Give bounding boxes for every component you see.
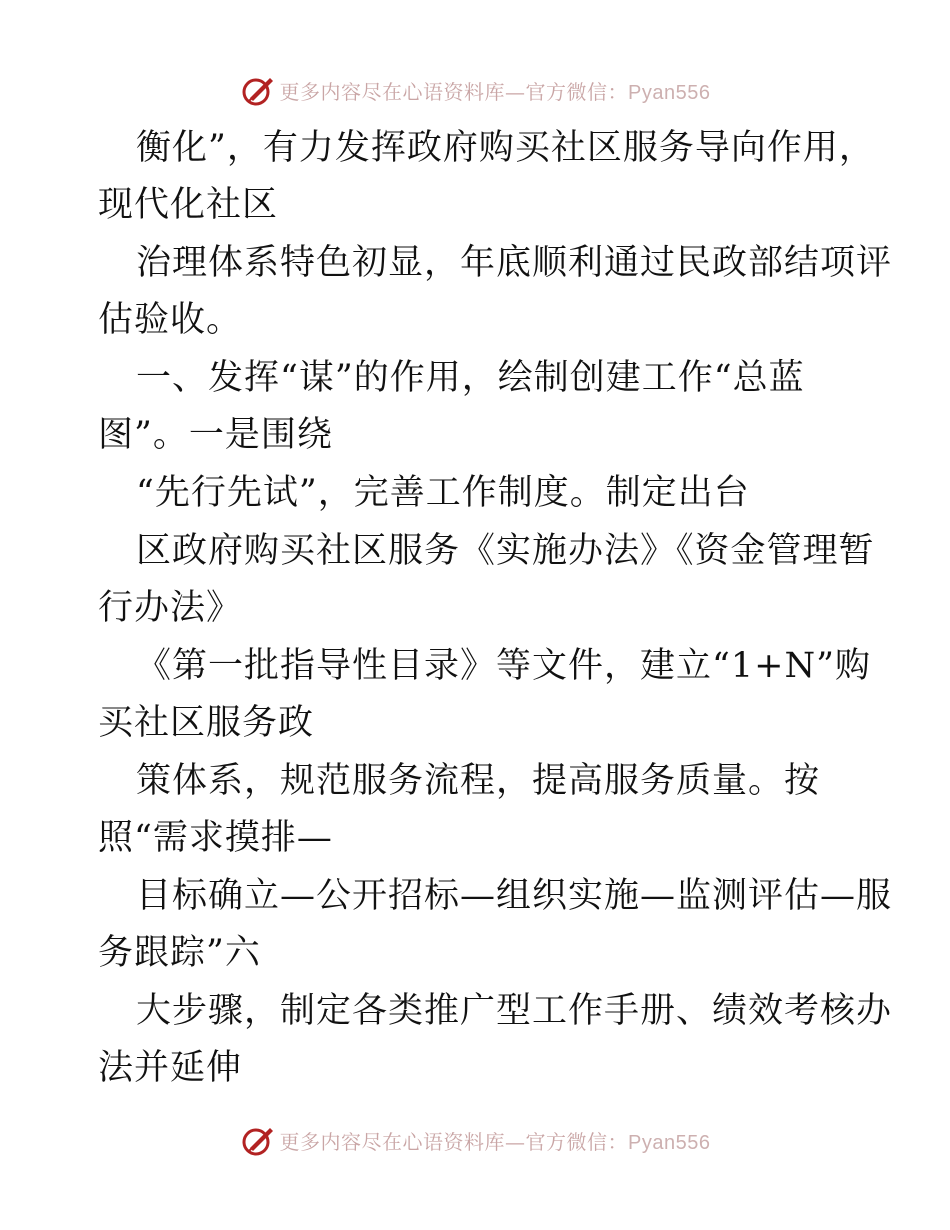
text-line-10: 《第一批指导性目录》等文件，建立“1+N”购 — [136, 646, 872, 686]
watermark-text: 更多内容尽在心语资料库—官方微信：Pyan556 — [279, 1129, 711, 1154]
text-line-7: “先行先试”，完善工作制度。制定出台 — [136, 473, 750, 513]
text-line-5: 一、发挥“谋”的作用，绘制创建工作“总蓝 — [136, 358, 805, 398]
text-line-16: 大步骤，制定各类推广型工作手册、绩效考核办 — [136, 991, 893, 1031]
text-line-9: 行办法》 — [98, 588, 243, 628]
text-line-12: 策体系，规范服务流程，提高服务质量。按 — [136, 761, 821, 801]
text-line-3: 治理体系特色初显，年底顺利通过民政部结项评 — [136, 243, 893, 283]
text-line-17: 法并延伸 — [98, 1048, 243, 1088]
text-line-6: 图”。一是围绕 — [98, 415, 333, 455]
quill-logo-icon — [240, 1122, 276, 1158]
text-line-14: 目标确立—公开招标—组织实施—监测评估—服 — [136, 876, 893, 916]
text-line-1: 衡化”，有力发挥政府购买社区服务导向作用， — [136, 128, 875, 168]
watermark-text: 更多内容尽在心语资料库—官方微信：Pyan556 — [279, 79, 711, 104]
text-line-2: 现代化社区 — [98, 185, 279, 225]
text-line-4: 估验收。 — [98, 300, 243, 340]
footer-watermark — [0, 1118, 950, 1162]
text-line-15: 务跟踪”六 — [98, 933, 261, 973]
text-line-11: 买社区服务政 — [98, 703, 315, 743]
text-line-8: 区政府购买社区服务《实施办法》《资金管理暂 — [136, 531, 875, 571]
text-line-13: 照“需求摸排— — [98, 818, 333, 858]
